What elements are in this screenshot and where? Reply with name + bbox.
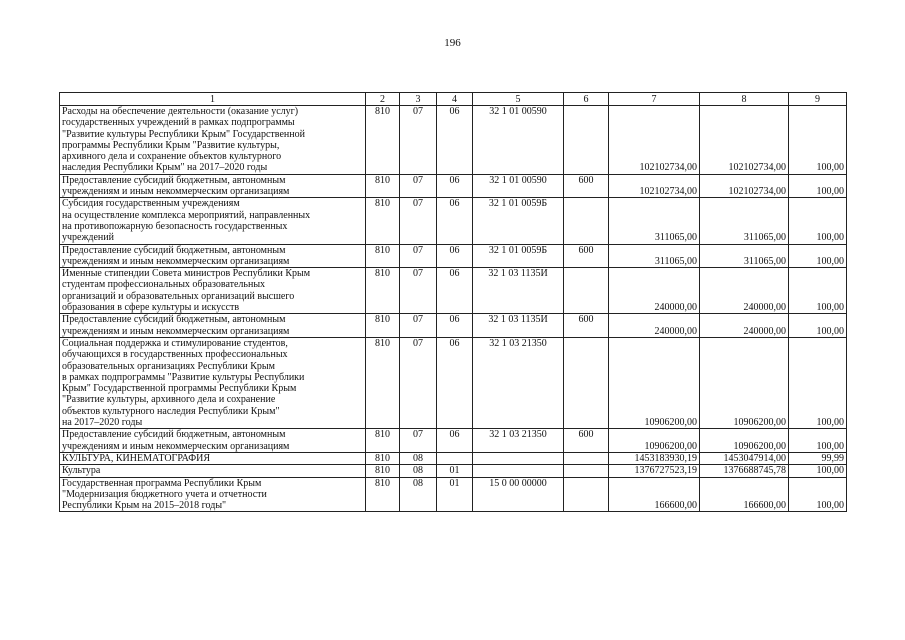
amount-planned: 10906200,00	[609, 429, 700, 453]
amount-planned: 1376727523,19	[609, 465, 700, 477]
percent-executed: 100,00	[789, 198, 847, 244]
table-row	[60, 244, 847, 268]
code-section: 07	[400, 174, 437, 198]
amount-planned: 240000,00	[609, 314, 700, 338]
percent-executed: 100,00	[789, 106, 847, 175]
table-row	[60, 477, 847, 512]
percent-executed: 100,00	[789, 244, 847, 268]
code-expense-type: 600	[564, 174, 609, 198]
row-name: Предоставление субсидий бюджетным, автономным учреждениям и иным некоммерческим организациям	[60, 314, 366, 338]
column-header: 5	[473, 93, 564, 106]
column-header: 4	[437, 93, 473, 106]
amount-executed: 240000,00	[700, 268, 789, 314]
code-expense-type	[564, 106, 609, 175]
code-target: 15 0 00 00000	[473, 477, 564, 512]
code-target	[473, 465, 564, 477]
amount-planned: 166600,00	[609, 477, 700, 512]
code-ministry: 810	[366, 452, 400, 464]
amount-executed: 1376688745,78	[700, 465, 789, 477]
code-expense-type	[564, 198, 609, 244]
percent-executed: 100,00	[789, 465, 847, 477]
amount-executed: 102102734,00	[700, 174, 789, 198]
code-target: 32 1 03 21350	[473, 337, 564, 428]
code-section: 07	[400, 244, 437, 268]
column-header: 9	[789, 93, 847, 106]
percent-executed: 100,00	[789, 477, 847, 512]
code-expense-type	[564, 268, 609, 314]
table-row	[60, 106, 847, 175]
page-number: 196	[444, 37, 461, 49]
row-name: Социальная поддержка и стимулирование студентов, обучающихся в государственных профессиональных образовательных организациях Республики Крым в рамках подпрограммы "Развитие культуры Республики Крым" Государственной программы Республики Крым "Развитие культуры, архивного дела и сохранение объектов культурного наследия Республики Крым" на 2017–2020 годы	[60, 337, 366, 428]
amount-planned: 311065,00	[609, 198, 700, 244]
amount-executed: 311065,00	[700, 198, 789, 244]
amount-executed: 166600,00	[700, 477, 789, 512]
code-ministry: 810	[366, 429, 400, 453]
code-expense-type: 600	[564, 314, 609, 338]
column-header: 3	[400, 93, 437, 106]
code-ministry: 810	[366, 244, 400, 268]
amount-executed: 10906200,00	[700, 337, 789, 428]
code-ministry: 810	[366, 477, 400, 512]
table-row	[60, 268, 847, 314]
amount-executed: 311065,00	[700, 244, 789, 268]
code-ministry: 810	[366, 198, 400, 244]
table-row	[60, 429, 847, 453]
code-subsection: 06	[437, 337, 473, 428]
percent-executed: 100,00	[789, 314, 847, 338]
column-header: 6	[564, 93, 609, 106]
code-subsection: 06	[437, 314, 473, 338]
code-target: 32 1 01 00590	[473, 174, 564, 198]
amount-planned: 1453183930,19	[609, 452, 700, 464]
amount-planned: 102102734,00	[609, 106, 700, 175]
code-ministry: 810	[366, 106, 400, 175]
code-target: 32 1 03 21350	[473, 429, 564, 453]
header-row	[60, 93, 847, 106]
table-row	[60, 465, 847, 477]
column-header: 8	[700, 93, 789, 106]
table-row	[60, 198, 847, 244]
code-expense-type	[564, 337, 609, 428]
table-row	[60, 337, 847, 428]
code-subsection: 06	[437, 244, 473, 268]
percent-executed: 100,00	[789, 337, 847, 428]
code-subsection: 06	[437, 268, 473, 314]
amount-planned: 240000,00	[609, 268, 700, 314]
row-name: КУЛЬТУРА, КИНЕМАТОГРАФИЯ	[60, 452, 366, 464]
row-name: Культура	[60, 465, 366, 477]
code-section: 07	[400, 429, 437, 453]
row-name: Предоставление субсидий бюджетным, автономным учреждениям и иным некоммерческим организациям	[60, 174, 366, 198]
row-name: Именные стипендии Совета министров Республики Крым студентам профессиональных образовательных организаций и образовательных организаций высшего образования в сфере культуры и искусств	[60, 268, 366, 314]
code-expense-type: 600	[564, 244, 609, 268]
percent-executed: 99,99	[789, 452, 847, 464]
row-name: Предоставление субсидий бюджетным, автономным учреждениям и иным некоммерческим организациям	[60, 429, 366, 453]
code-subsection: 06	[437, 429, 473, 453]
code-ministry: 810	[366, 314, 400, 338]
code-target: 32 1 03 1135И	[473, 314, 564, 338]
code-section: 07	[400, 198, 437, 244]
code-target	[473, 452, 564, 464]
row-name: Государственная программа Республики Крым "Модернизация бюджетного учета и отчетности Республики Крым на 2015–2018 годы"	[60, 477, 366, 512]
percent-executed: 100,00	[789, 429, 847, 453]
code-section: 08	[400, 477, 437, 512]
column-header: 2	[366, 93, 400, 106]
code-ministry: 810	[366, 268, 400, 314]
budget-table	[59, 92, 847, 512]
amount-executed: 240000,00	[700, 314, 789, 338]
code-expense-type	[564, 477, 609, 512]
table-row	[60, 314, 847, 338]
code-ministry: 810	[366, 174, 400, 198]
code-subsection	[437, 452, 473, 464]
table-row	[60, 174, 847, 198]
row-name: Расходы на обеспечение деятельности (оказание услуг) государственных учреждений в рамках подпрограммы "Развитие культуры Республики Крым" Государственной программы Республики Крым "Развитие культуры, архивного дела и сохранение объектов культурного наследия Республики Крым" на 2017–2020 годы	[60, 106, 366, 175]
table-row	[60, 452, 847, 464]
code-target: 32 1 01 00590	[473, 106, 564, 175]
amount-planned: 311065,00	[609, 244, 700, 268]
code-section: 07	[400, 314, 437, 338]
amount-planned: 10906200,00	[609, 337, 700, 428]
column-header: 7	[609, 93, 700, 106]
code-subsection: 06	[437, 174, 473, 198]
code-section: 07	[400, 268, 437, 314]
code-ministry: 810	[366, 337, 400, 428]
code-expense-type	[564, 465, 609, 477]
percent-executed: 100,00	[789, 174, 847, 198]
amount-executed: 1453047914,00	[700, 452, 789, 464]
code-target: 32 1 01 0059Б	[473, 198, 564, 244]
code-section: 08	[400, 465, 437, 477]
code-subsection: 06	[437, 198, 473, 244]
code-section: 08	[400, 452, 437, 464]
code-target: 32 1 01 0059Б	[473, 244, 564, 268]
code-section: 07	[400, 106, 437, 175]
code-subsection: 06	[437, 106, 473, 175]
percent-executed: 100,00	[789, 268, 847, 314]
column-header: 1	[60, 93, 366, 106]
code-expense-type: 600	[564, 429, 609, 453]
code-subsection: 01	[437, 477, 473, 512]
amount-executed: 102102734,00	[700, 106, 789, 175]
code-ministry: 810	[366, 465, 400, 477]
row-name: Субсидия государственным учреждениям на осуществление комплекса мероприятий, направленных на противопожарную безопасность государственных учреждений	[60, 198, 366, 244]
code-section: 07	[400, 337, 437, 428]
amount-planned: 102102734,00	[609, 174, 700, 198]
amount-executed: 10906200,00	[700, 429, 789, 453]
code-target: 32 1 03 1135И	[473, 268, 564, 314]
code-expense-type	[564, 452, 609, 464]
code-subsection: 01	[437, 465, 473, 477]
row-name: Предоставление субсидий бюджетным, автономным учреждениям и иным некоммерческим организациям	[60, 244, 366, 268]
